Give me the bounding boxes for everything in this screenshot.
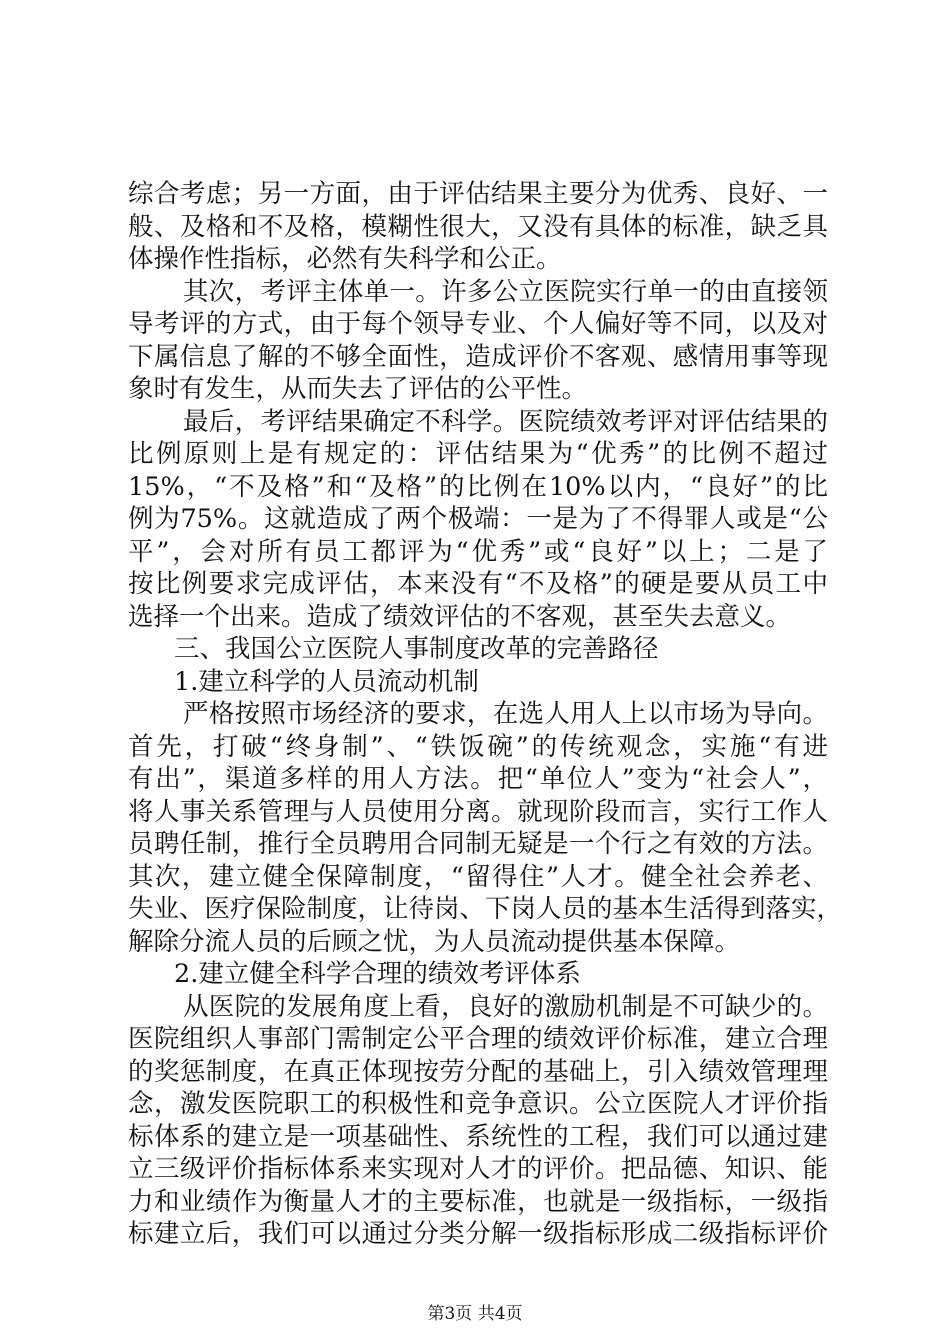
body-text-line: 有出”，渠道多样的用人方法。把“单位人”变为“社会人”， <box>128 764 828 794</box>
body-text-line: 其次，建立健全保障制度，“留得住”人才。健全社会养老、 <box>128 862 828 892</box>
paragraph-first-line: 最后，考评结果确定不科学。医院绩效考评对评估结果的 <box>183 407 828 437</box>
body-text-line: 体操作性指标，必然有失科学和公正。 <box>128 244 562 274</box>
body-text-line: 立三级评价指标体系来实现对人才的评价。把品德、知识、能 <box>128 1154 828 1184</box>
body-text-line: 选择一个出来。造成了绩效评估的不客观，甚至失去意义。 <box>128 602 792 632</box>
body-text-line: 15%，“不及格”和“及格”的比例在10%以内，“良好”的比 <box>128 472 828 502</box>
body-text-line: 标体系的建立是一项基础性、系统性的工程，我们可以通过建 <box>128 1122 828 1152</box>
body-text-line: 综合考虑；另一方面，由于评估结果主要分为优秀、良好、一 <box>128 179 828 209</box>
paragraph-first-line: 其次，考评主体单一。许多公立医院实行单一的由直接领 <box>183 277 828 307</box>
page-footer: 第3页 共4页 <box>427 1304 523 1324</box>
body-text-line: 力和业绩作为衡量人才的主要标准，也就是一级指标，一级指 <box>128 1187 828 1217</box>
subsection-heading: 1.建立科学的人员流动机制 <box>174 667 479 697</box>
body-text-line: 首先，打破“终身制”、“铁饭碗”的传统观念，实施“有进 <box>128 732 828 762</box>
body-text-line: 比例原则上是有规定的：评估结果为“优秀”的比例不超过 <box>128 439 828 469</box>
body-text-line: 念，激发医院职工的积极性和竞争意识。公立医院人才评价指 <box>128 1089 828 1119</box>
body-text-line: 导考评的方式，由于每个领导专业、个人偏好等不同，以及对 <box>128 309 828 339</box>
body-text-line: 的奖惩制度，在真正体现按劳分配的基础上，引入绩效管理理 <box>128 1057 828 1087</box>
body-text-line: 般、及格和不及格，模糊性很大，又没有具体的标准，缺乏具 <box>128 212 828 242</box>
body-text-line: 按比例要求完成评估，本来没有“不及格”的硬是要从员工中 <box>128 569 828 599</box>
body-text-line: 象时有发生，从而失去了评估的公平性。 <box>128 374 588 404</box>
paragraph-first-line: 从医院的发展角度上看，良好的激励机制是不可缺少的。 <box>183 992 828 1022</box>
body-text-line: 失业、医疗保险制度，让待岗、下岗人员的基本生活得到落实， <box>128 894 843 924</box>
body-text-line: 例为75%。这就造成了两个极端：一是为了不得罪人或是“公 <box>128 504 828 534</box>
body-text-line: 平”，会对所有员工都评为“优秀”或“良好”以上；二是了 <box>128 537 828 567</box>
body-text-line: 员聘任制，推行全员聘用合同制无疑是一个行之有效的方法。 <box>128 829 828 859</box>
body-text-line: 下属信息了解的不够全面性，造成评价不客观、感情用事等现 <box>128 342 828 372</box>
section-heading: 三、我国公立医院人事制度改革的完善路径 <box>174 634 659 664</box>
body-text-line: 医院组织人事部门需制定公平合理的绩效评价标准，建立合理 <box>128 1024 828 1054</box>
body-text-line: 解除分流人员的后顾之忧，为人员流动提供基本保障。 <box>128 927 741 957</box>
paragraph-first-line: 严格按照市场经济的要求，在选人用人上以市场为导向。 <box>183 699 828 729</box>
body-text-line: 标建立后，我们可以通过分类分解一级指标形成二级指标评价 <box>128 1219 828 1249</box>
subsection-heading: 2.建立健全科学合理的绩效考评体系 <box>174 959 581 989</box>
body-text-line: 将人事关系管理与人员使用分离。就现阶段而言，实行工作人 <box>128 797 828 827</box>
